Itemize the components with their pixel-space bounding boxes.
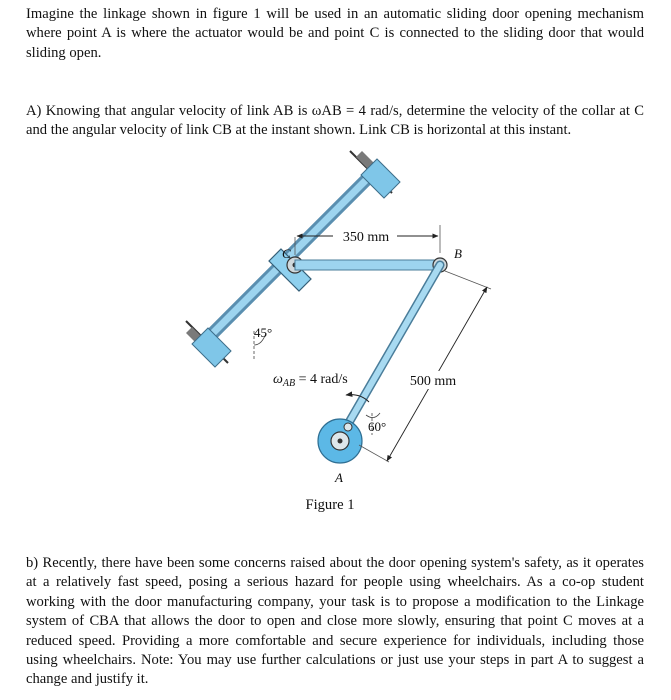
crank-disk-a <box>318 419 362 463</box>
point-b-label: B <box>454 246 462 261</box>
omega-symbol: ω <box>273 372 283 387</box>
angle-45-label: 45° <box>254 325 273 340</box>
angle-45-marker <box>254 325 272 359</box>
part-a-question: A) Knowing that angular velocity of link AB is ωAB = 4 rad/s, determine the velocity of the collar at C and the angular velocity of link CB at the instant shown. Link CB is horizontal at this instant. <box>26 103 644 139</box>
omega-subscript: AB <box>282 378 296 389</box>
figure-caption: Figure 1 <box>305 497 355 513</box>
link-cb <box>295 258 447 272</box>
omega-ab-label <box>273 372 348 389</box>
angle-60-label: 60° <box>368 419 387 434</box>
dimension-ab-label: 500 mm <box>409 374 457 389</box>
linkage-figure <box>170 145 500 520</box>
link-ab <box>340 265 440 438</box>
point-c-label: C <box>282 246 291 261</box>
angle-60-marker <box>366 413 386 435</box>
dimension-cb-label: 350 mm <box>342 230 390 245</box>
point-a-label: A <box>335 470 343 485</box>
part-b-question: b) Recently, there have been some concerns raised about the door opening system's safety, as it operates at a relatively fast speed, posing a serious hazard for people using wheelchairs. As a co-op student working with the door manufacturing company, your task is to propose a modification to the Linkage system of CBA that allows the door to open and close more slowly, ensuring that point C moves at a reduced speed. Providing a more comfortable and secure experience for individuals, including those using wheelchairs. Note: You may use further calculations or just use your steps in part A to suggest a change and justify it. <box>26 555 644 688</box>
linkage-diagram <box>170 145 500 520</box>
intro-paragraph: Imagine the linkage shown in figure 1 will be used in an automatic sliding door opening mechanism where point A is where the actuator would be and point C is connected to the sliding door that would sliding open. <box>26 6 644 61</box>
omega-value: = 4 rad/s <box>295 372 348 387</box>
omega-ab-indicator <box>273 372 369 402</box>
